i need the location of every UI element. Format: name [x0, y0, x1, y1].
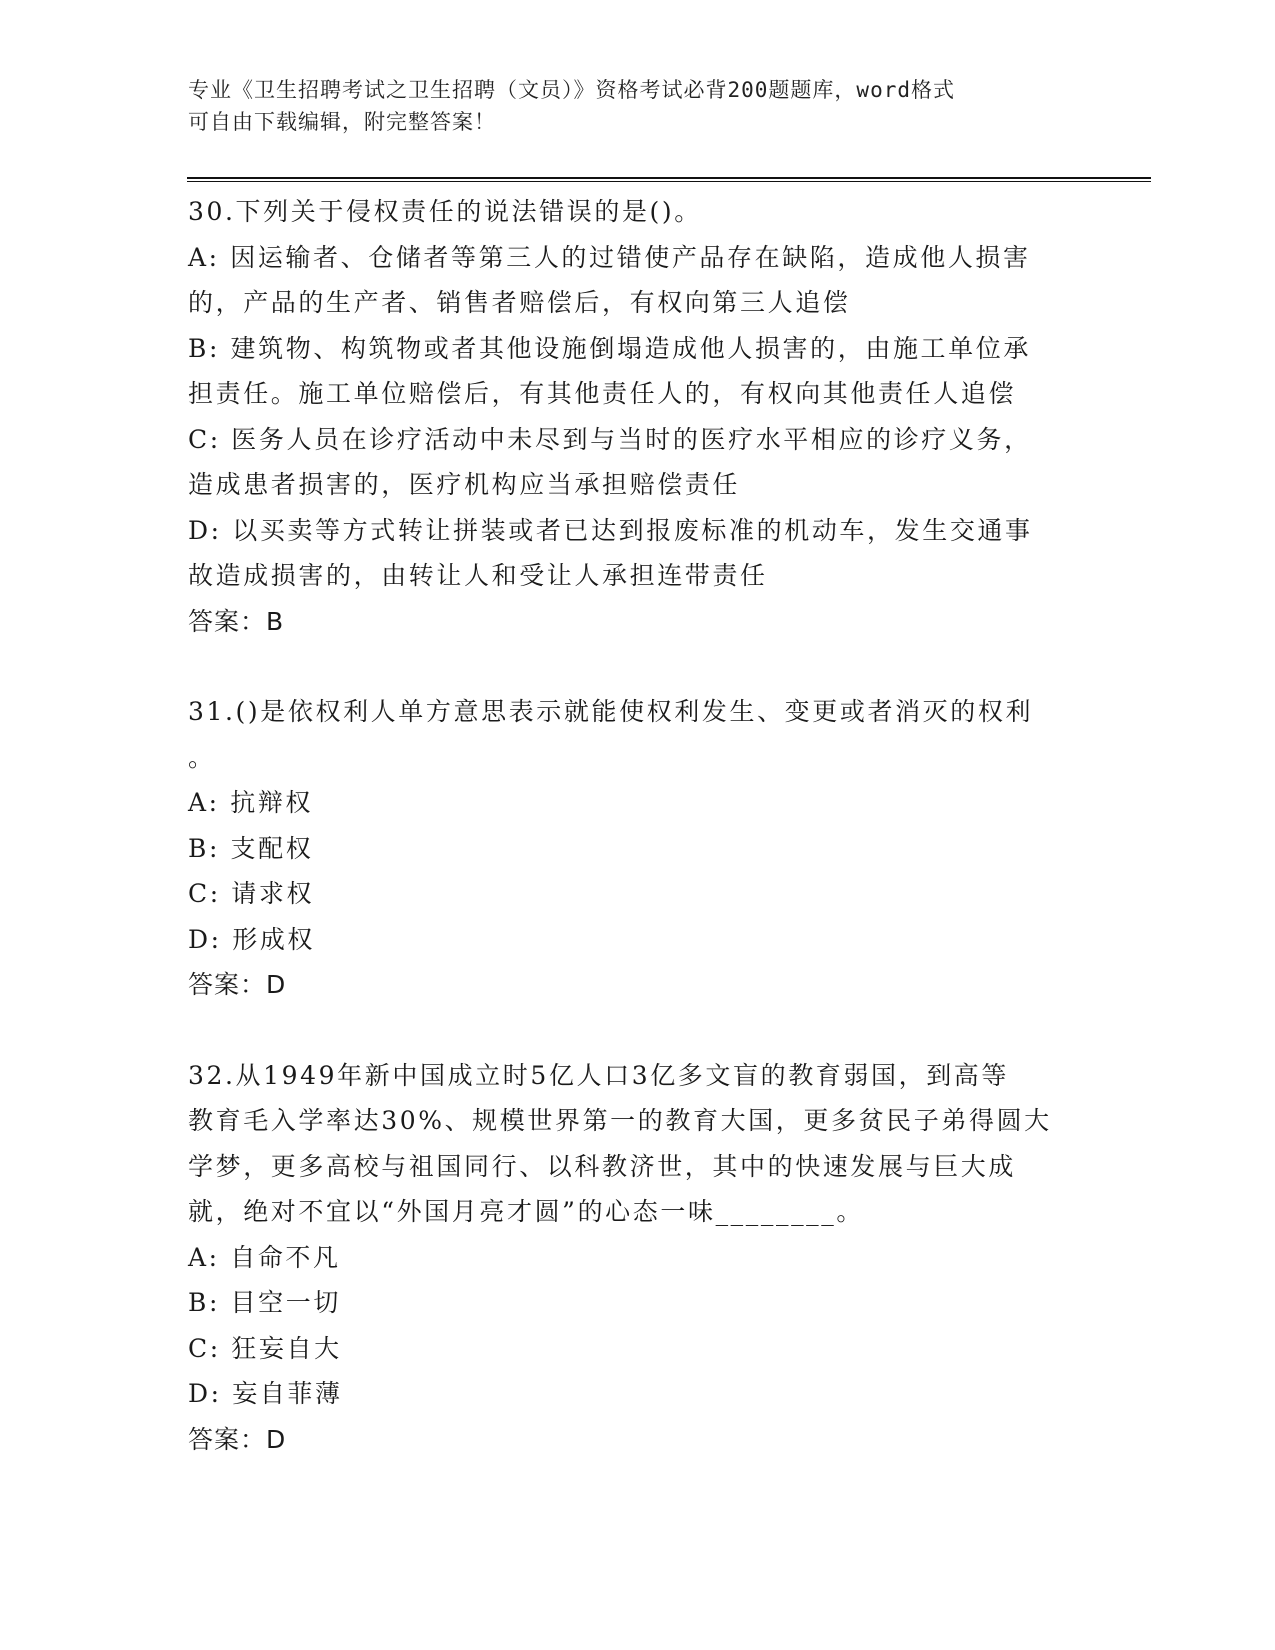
option-d: D: 妄自菲薄: [188, 1379, 343, 1408]
question-stem-line-2: 教育毛入学率达30%、规模世界第一的教育大国，更多贫民子弟得圆大: [188, 1106, 1052, 1135]
question-stem-line-1: 32.从1949年新中国成立时5亿人口3亿多文盲的教育弱国，到高等: [188, 1060, 1009, 1090]
question-stem-line-1: 31.()是依权利人单方意思表示就能使权利发生、变更或者消灭的权利: [188, 697, 1034, 726]
question-stem-line-3: 学梦，更多高校与祖国同行、以科教济世，其中的快速发展与巨大成: [188, 1151, 1017, 1181]
option-c: C: 狂妄自大: [188, 1333, 342, 1363]
option-d: D: 形成权: [188, 924, 316, 954]
question-stem-line-2: 。: [188, 742, 216, 772]
question-spacer: [188, 1008, 1088, 1053]
question-list: [188, 189, 1088, 1462]
answer-label: 答案：B: [188, 606, 285, 636]
option-d-line-1: D: 以买卖等方式转让拼装或者已达到报废标准的机动车，发生交通事: [188, 515, 1033, 545]
option-a-line-1: A: 因运输者、仓储者等第三人的过错使产品存在缺陷，造成他人损害: [188, 242, 1031, 272]
option-a-line-2: 的，产品的生产者、销售者赔偿后，有权向第三人追偿: [188, 288, 851, 317]
header-divider-thick: [187, 177, 1151, 179]
option-a: A: 自命不凡: [188, 1242, 341, 1272]
question-32: [188, 1053, 1088, 1463]
option-c-line-1: C: 医务人员在诊疗活动中未尽到与当时的医疗水平相应的诊疗义务，: [188, 424, 1032, 454]
option-b: B: 目空一切: [188, 1288, 341, 1317]
option-d-line-2: 故造成损害的，由转让人和受让人承担连带责任: [188, 561, 768, 590]
question-spacer: [188, 644, 1088, 689]
option-c: C: 请求权: [188, 879, 315, 908]
question-30: [188, 189, 1088, 644]
header-title-line-1: 专业《卫生招聘考试之卫生招聘（文员）》资格考试必背200题题库，word格式: [188, 78, 955, 102]
header-title-line-2: 可自由下载编辑，附完整答案！: [188, 110, 496, 134]
question-31: [188, 689, 1088, 1008]
answer-label: 答案：D: [188, 970, 287, 999]
option-b-line-1: B: 建筑物、构筑物或者其他设施倒塌造成他人损害的，由施工单位承: [188, 333, 1031, 363]
answer-label: 答案：D: [188, 1424, 287, 1454]
option-c-line-2: 造成患者损害的，医疗机构应当承担赔偿责任: [188, 470, 741, 499]
option-b: B: 支配权: [188, 833, 314, 863]
question-stem: 30.下列关于侵权责任的说法错误的是()。: [188, 197, 702, 226]
document-header: [188, 74, 1068, 138]
option-a: A: 抗辩权: [188, 788, 314, 817]
option-b-line-2: 担责任。施工单位赔偿后，有其他责任人的，有权向其他责任人追偿: [188, 379, 1017, 408]
question-stem-line-4: 就，绝对不宜以“外国月亮才圆”的心态一味________。: [188, 1197, 864, 1226]
header-divider-thin: [187, 181, 1151, 182]
